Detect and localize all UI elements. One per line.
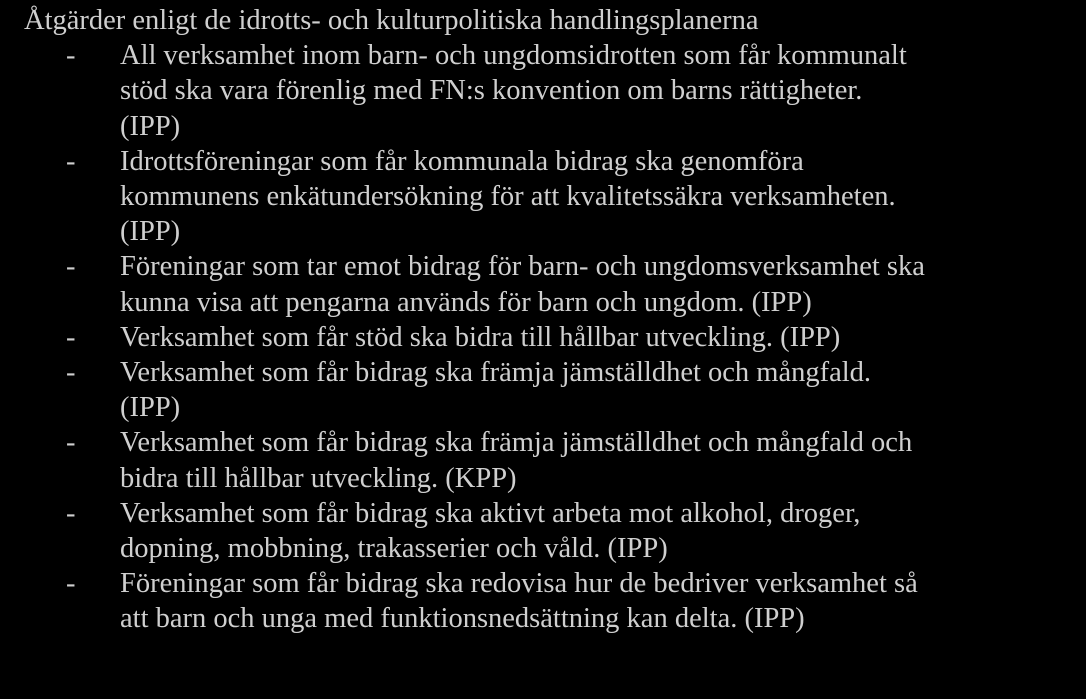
list-item-line: stöd ska vara förenlig med FN:s konvention om barns rättigheter. — [120, 75, 863, 107]
list-item-line: (IPP) — [120, 110, 181, 142]
list-item-line: bidra till hållbar utveckling. (KPP) — [120, 462, 517, 494]
list-item-line: Föreningar som får bidrag ska redovisa hur de bedriver verksamhet så — [120, 568, 918, 600]
list-item-line: Verksamhet som får bidrag ska främja jämställdhet och mångfald och — [120, 427, 913, 459]
list-dash: - — [66, 145, 76, 177]
list-item-line: dopning, mobbning, trakasserier och våld. (IPP) — [120, 533, 668, 565]
list-item-line: Föreningar som tar emot bidrag för barn- och ungdomsverksamhet ska — [120, 251, 925, 283]
list-dash: - — [66, 357, 76, 389]
action-list — [24, 38, 1074, 636]
list-dash: - — [66, 321, 76, 353]
list-item — [24, 38, 1074, 144]
list-item-line: kommunens enkätundersökning för att kvalitetssäkra verksamheten. — [120, 181, 896, 213]
list-item-line: Idrottsföreningar som får kommunala bidrag ska genomföra — [120, 145, 804, 177]
list-item-line: Verksamhet som får bidrag ska främja jämställdhet och mångfald. — [120, 357, 872, 389]
list-item — [24, 425, 1074, 495]
list-item — [24, 566, 1074, 636]
list-item-line: (IPP) — [120, 392, 181, 424]
list-dash: - — [66, 568, 76, 600]
list-item-line: All verksamhet inom barn- och ungdomsidrotten som får kommunalt — [120, 40, 907, 72]
list-dash: - — [66, 40, 76, 72]
list-item — [24, 355, 1074, 425]
section-heading: Åtgärder enligt de idrotts- och kulturpolitiska handlingsplanerna — [24, 5, 759, 36]
list-item — [24, 144, 1074, 250]
list-item-line: (IPP) — [120, 216, 181, 248]
list-dash: - — [66, 497, 76, 529]
list-item — [24, 496, 1074, 566]
list-dash: - — [66, 251, 76, 283]
list-item-line: kunna visa att pengarna används för barn och ungdom. (IPP) — [120, 286, 812, 318]
list-item-line: Verksamhet som får bidrag ska aktivt arbeta mot alkohol, droger, — [120, 497, 861, 529]
list-item-line: att barn och unga med funktionsnedsättning kan delta. (IPP) — [120, 603, 805, 635]
list-dash: - — [66, 427, 76, 459]
list-item — [24, 249, 1074, 319]
list-item-line: Verksamhet som får stöd ska bidra till hållbar utveckling. (IPP) — [120, 321, 841, 353]
list-item — [24, 320, 1074, 355]
